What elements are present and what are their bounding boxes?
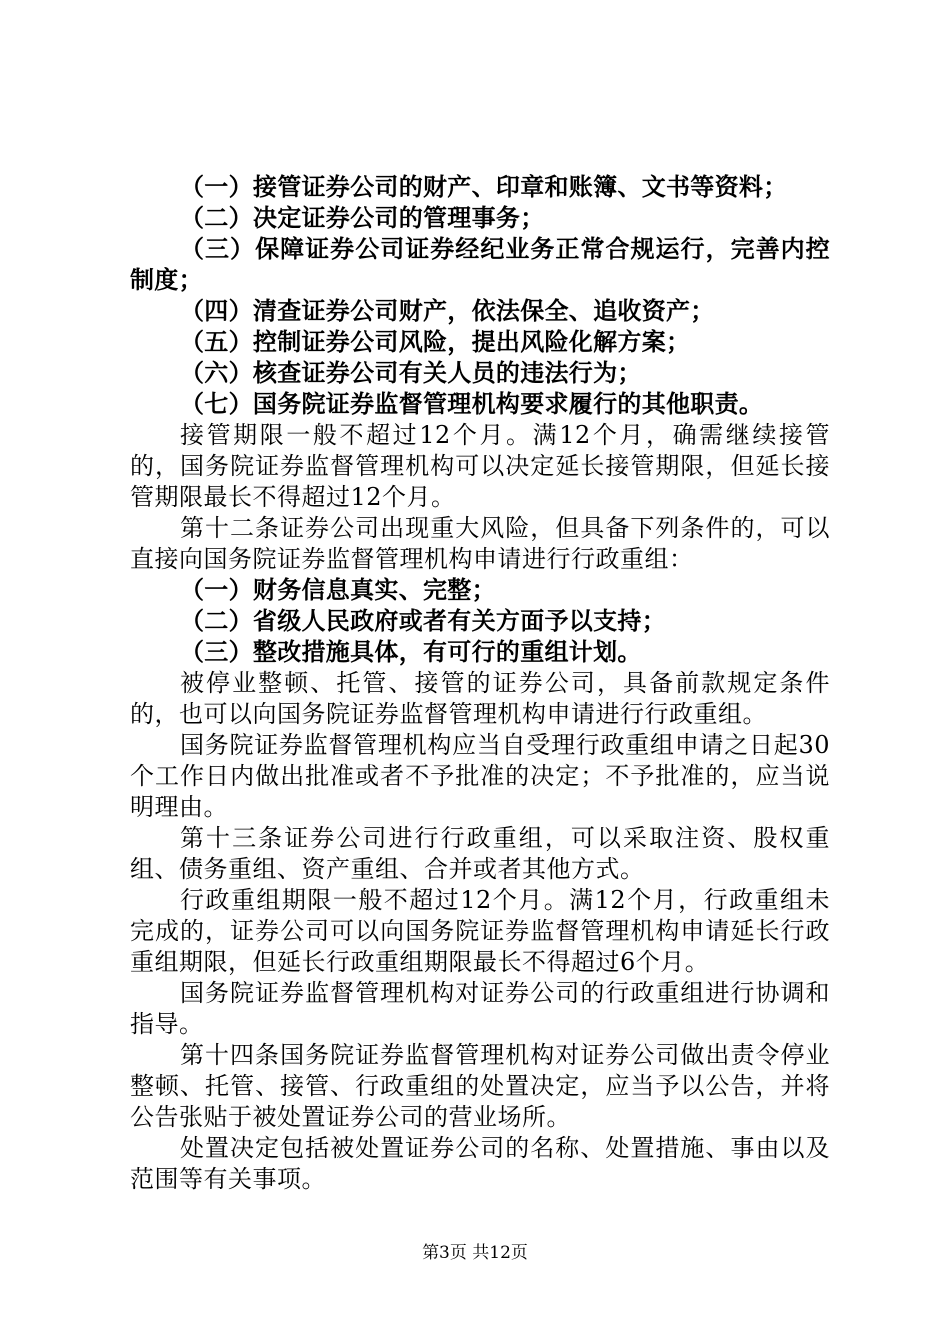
paragraph: （一）接管证券公司的财产、印章和账簿、文书等资料； <box>180 173 788 201</box>
paragraph: 被停业整顿、托管、接管的证券公司，具备前款规定条件的，也可以向国务院证券监督管理机构申请进行行政重组。 <box>130 669 830 728</box>
paragraph: （五）控制证券公司风险，提出风险化解方案； <box>180 328 691 356</box>
paragraph: 国务院证券监督管理机构对证券公司的行政重组进行协调和指导。 <box>130 979 830 1038</box>
paragraph: （四）清查证券公司财产，依法保全、追收资产； <box>180 297 715 325</box>
paragraph: （六）核查证券公司有关人员的违法行为； <box>180 359 642 387</box>
paragraph: 接管期限一般不超过12个月。满12个月，确需继续接管的，国务院证券监督管理机构可以决定延长接管期限，但延长接管期限最长不得超过12个月。 <box>130 421 830 511</box>
paragraph: （七）国务院证券监督管理机构要求履行的其他职责。 <box>180 390 764 418</box>
paragraph: 行政重组期限一般不超过12个月。满12个月，行政重组未完成的，证券公司可以向国务院证券监督管理机构申请延长行政重组期限，但延长行政重组期限最长不得超过6个月。 <box>130 886 830 976</box>
paragraph: 第十三条证券公司进行行政重组，可以采取注资、股权重组、债务重组、资产重组、合并或者其他方式。 <box>130 824 830 883</box>
page-number-label: 第3页 共12页 <box>422 1243 528 1263</box>
paragraph: 第十四条国务院证券监督管理机构对证券公司做出责令停业整顿、托管、接管、行政重组的处置决定，应当予以公告，并将公告张贴于被处置证券公司的营业场所。 <box>130 1041 830 1131</box>
paragraph: 第十二条证券公司出现重大风险，但具备下列条件的，可以直接向国务院证券监督管理机构申请进行行政重组： <box>130 514 830 573</box>
paragraph: （三）保障证券公司证券经纪业务正常合规运行，完善内控制度； <box>130 235 830 294</box>
paragraph: 国务院证券监督管理机构应当自受理行政重组申请之日起30个工作日内做出批准或者不予批准的决定；不予批准的，应当说明理由。 <box>130 731 830 821</box>
paragraph: （二）决定证券公司的管理事务； <box>180 204 545 232</box>
document-body <box>130 172 830 1195</box>
page-footer <box>0 1242 950 1264</box>
paragraph: （一）财务信息真实、完整； <box>180 576 496 604</box>
paragraph: （三）整改措施具体，有可行的重组计划。 <box>180 638 642 666</box>
paragraph: 处置决定包括被处置证券公司的名称、处置措施、事由以及范围等有关事项。 <box>130 1134 830 1193</box>
paragraph: （二）省级人民政府或者有关方面予以支持； <box>180 607 666 635</box>
